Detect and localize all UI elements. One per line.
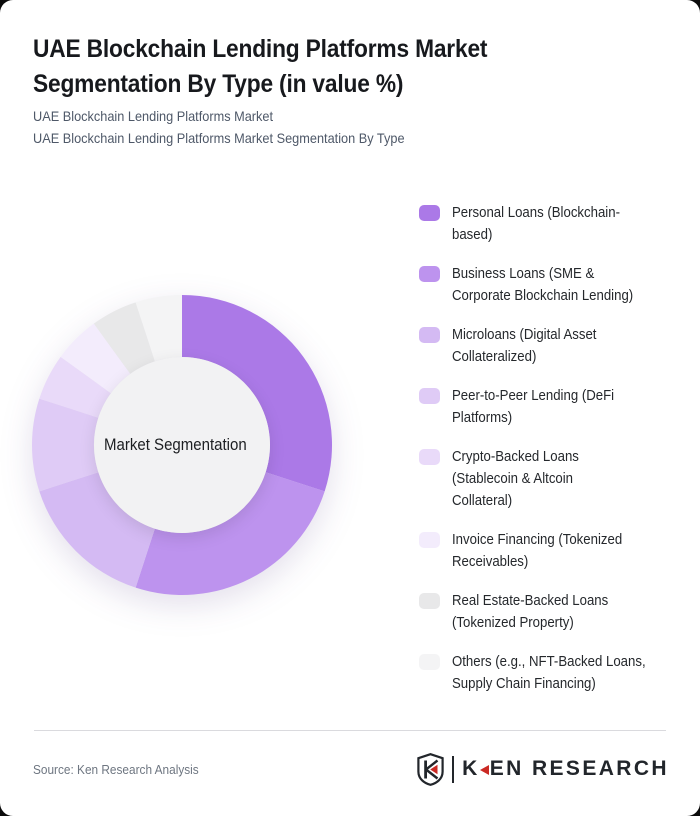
legend-swatch <box>419 327 440 343</box>
logo-separator <box>452 756 454 783</box>
logo-wordmark-rest: EN RESEARCH <box>489 757 669 780</box>
legend-swatch <box>419 532 440 548</box>
footer-divider <box>34 730 666 731</box>
page-subtitle-line-2: UAE Blockchain Lending Platforms Market Segmentation By Type <box>33 130 405 146</box>
legend-swatch <box>419 654 440 670</box>
legend-swatch <box>419 593 440 609</box>
legend-label: Microloans (Digital Asset Collateralized) <box>452 327 597 365</box>
legend-swatch <box>419 449 440 465</box>
legend-item <box>419 590 665 634</box>
ken-research-shield-icon <box>417 753 444 786</box>
donut-center-circle <box>94 357 270 533</box>
source-note: Source: Ken Research Analysis <box>33 762 199 777</box>
legend-label: Peer-to-Peer Lending (DeFi Platforms) <box>452 388 615 426</box>
page-subtitle <box>33 105 634 149</box>
legend-item <box>419 529 665 573</box>
legend-swatch <box>419 205 440 221</box>
legend-label: Business Loans (SME & Corporate Blockchain Lending) <box>452 266 634 304</box>
legend-item <box>419 324 665 368</box>
ken-research-logo <box>417 750 669 788</box>
page-title <box>33 32 634 102</box>
page-title-line-1: UAE Blockchain Lending Platforms Market <box>33 35 488 63</box>
legend-item <box>419 202 665 246</box>
logo-wordmark <box>462 757 669 781</box>
logo-wordmark-k: K <box>462 757 480 780</box>
page-subtitle-line-1: UAE Blockchain Lending Platforms Market <box>33 108 274 124</box>
legend-item <box>419 385 665 429</box>
page-title-line-2: Segmentation By Type (in value %) <box>33 70 404 98</box>
legend-label: Real Estate-Backed Loans (Tokenized Property) <box>452 593 609 631</box>
legend-swatch <box>419 266 440 282</box>
legend-label: Personal Loans (Blockchain- based) <box>452 205 620 243</box>
donut-chart <box>31 294 333 596</box>
chart-legend <box>419 202 665 695</box>
legend-swatch <box>419 388 440 404</box>
legend-item <box>419 263 665 307</box>
legend-item <box>419 446 665 512</box>
logo-red-triangle-icon <box>480 765 489 775</box>
legend-item <box>419 651 665 695</box>
legend-label: Others (e.g., NFT-Backed Loans, Supply Chain Financing) <box>452 654 646 692</box>
donut-center-label: Market Segmentation <box>103 435 247 454</box>
legend-label: Invoice Financing (Tokenized Receivables) <box>452 532 623 570</box>
legend-label: Crypto-Backed Loans (Stablecoin & Altcoin Collateral) <box>452 449 579 509</box>
